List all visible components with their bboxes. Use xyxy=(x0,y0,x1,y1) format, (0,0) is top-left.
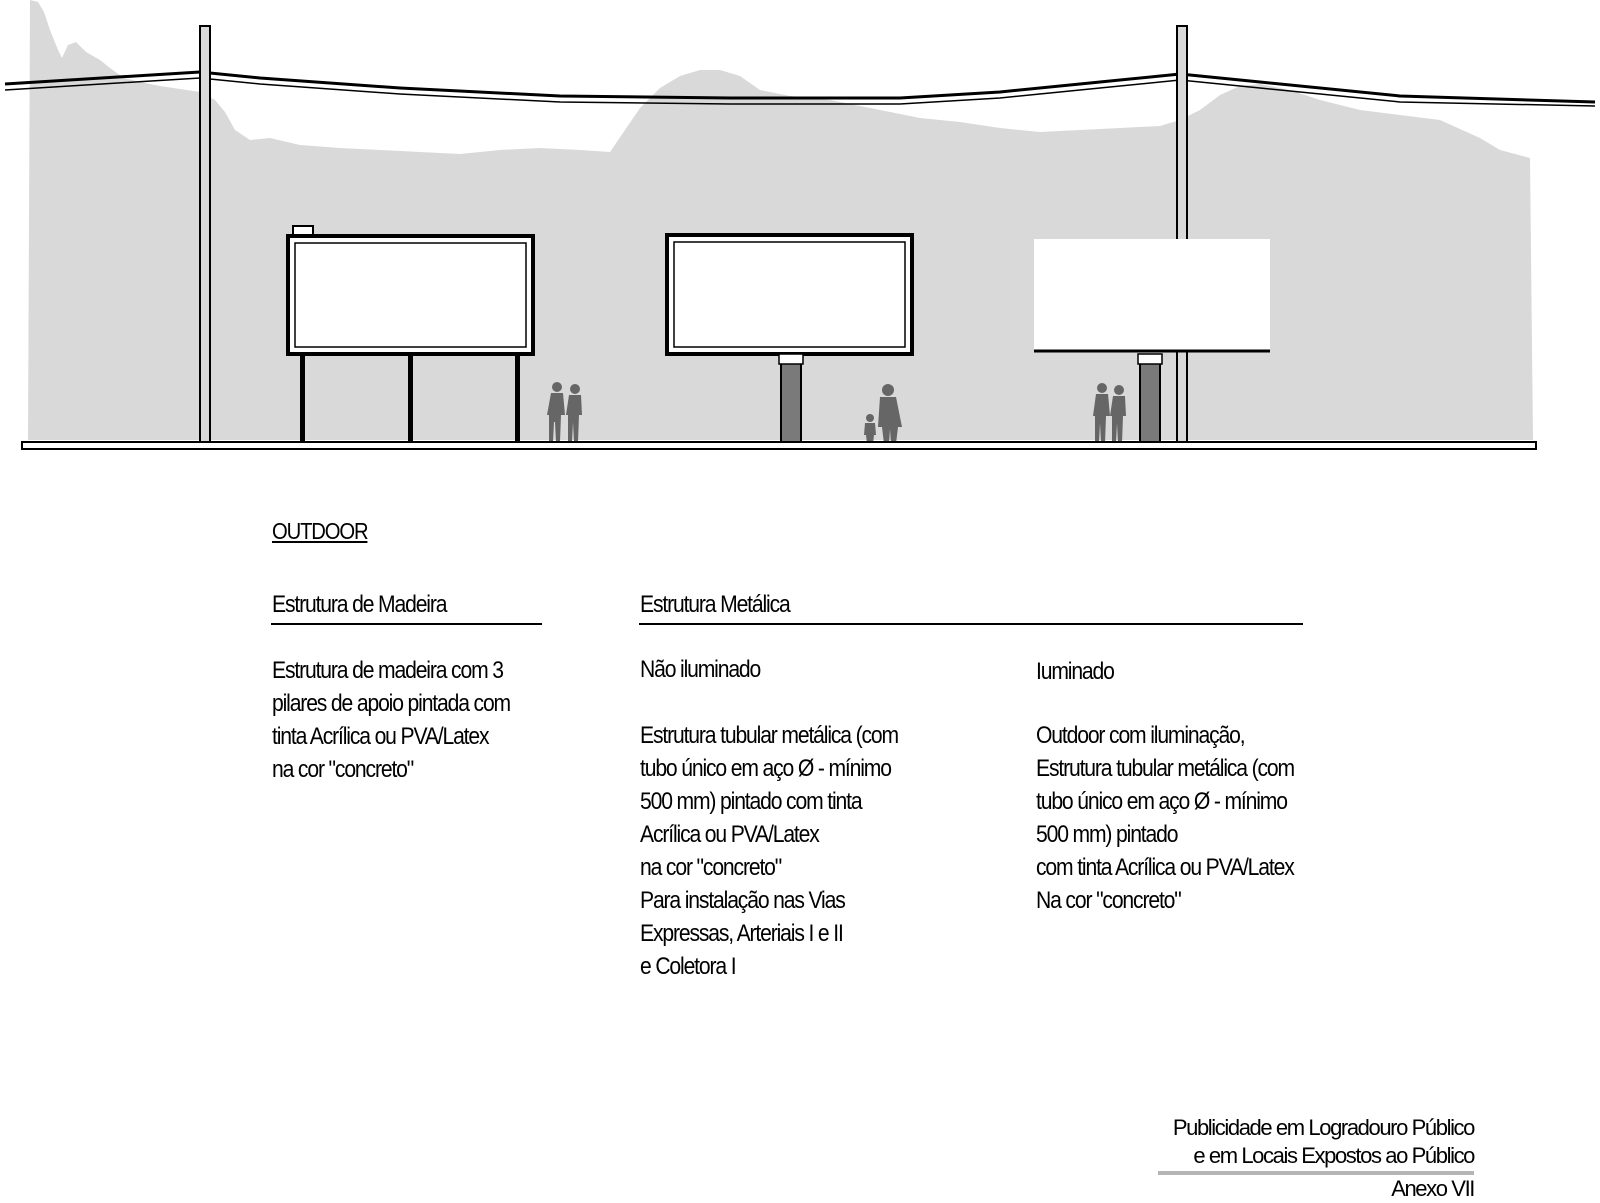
billboard-wood-panel xyxy=(295,243,526,347)
utility-pole-left xyxy=(200,26,210,444)
billboard-elevation-drawing xyxy=(0,0,1600,470)
ground-line xyxy=(22,442,1536,449)
utility-pole-right xyxy=(1177,26,1187,444)
wood-pillar-2 xyxy=(408,354,413,444)
wood-pillar-3 xyxy=(515,354,520,444)
metal-column-unlit-cap xyxy=(779,354,803,364)
metal-heading-rule xyxy=(639,623,1303,625)
metal-column-lit xyxy=(1140,356,1160,444)
unlit-description: Estrutura tubular metálica (com tubo único em aço Ø - mínimo 500 mm) pintado com tinta Acrílica ou PVA/Latex na cor "concreto" Para instalação nas Vias Expressas, Arteriais I e II e Coletora I xyxy=(640,722,898,980)
unlit-subheading: Não iluminado xyxy=(640,656,761,683)
billboard-unlit-panel xyxy=(674,242,905,347)
footer-line-1: Publicidade em Logradouro Público xyxy=(1172,1115,1474,1140)
wood-heading-rule xyxy=(271,623,542,625)
wood-structure-heading: Estrutura de Madeira xyxy=(272,591,447,618)
metal-column-unlit xyxy=(781,356,801,444)
section-title: OUTDOOR xyxy=(272,518,368,544)
lit-description: Outdoor com iluminação, Estrutura tubular metálica (com tubo único em aço Ø - mínimo 500 mm) pintado com tinta Acrílica ou PVA/Latex Na cor "concreto" xyxy=(1036,722,1294,914)
wood-structure-description: Estrutura de madeira com 3 pilares de apoio pintada com tinta Acrílica ou PVA/Latex na cor "concreto" xyxy=(272,657,511,783)
footer-caption xyxy=(1158,1114,1474,1203)
metal-structure-heading: Estrutura Metálica xyxy=(640,591,790,618)
metal-column-lit-cap xyxy=(1138,354,1162,364)
lit-subheading: Iuminado xyxy=(1036,658,1114,685)
footer-annex: Anexo VII xyxy=(1391,1176,1474,1201)
wood-pillar-1 xyxy=(300,354,305,444)
footer-line-2: e em Locais Expostos ao Público xyxy=(1158,1142,1474,1175)
billboard-lit-panel xyxy=(1034,239,1270,350)
